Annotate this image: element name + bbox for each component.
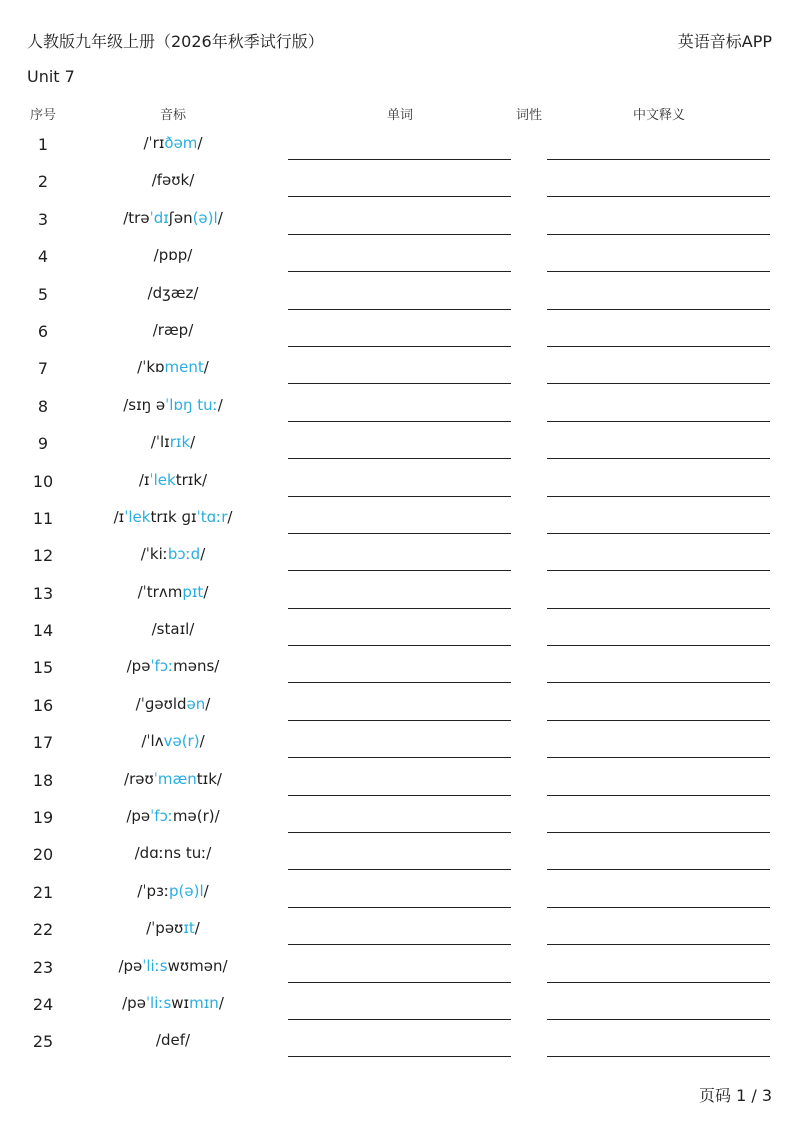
phonetic-segment: /ˈpəʊ	[146, 919, 184, 938]
phonetic-transcription	[80, 134, 266, 152]
phonetic-highlight: ˈmæn	[153, 769, 197, 788]
meaning-answer-line	[547, 795, 770, 796]
meaning-answer-line	[547, 645, 770, 646]
phonetic-segment: /staɪl/	[151, 620, 195, 639]
word-answer-line	[288, 907, 511, 908]
phonetic-segment: /def/	[155, 1031, 191, 1050]
phonetic-highlight: p(ə)l	[169, 881, 204, 900]
table-row	[0, 1023, 800, 1060]
table-row	[0, 238, 800, 275]
word-answer-line	[288, 570, 511, 571]
row-number: 25	[32, 1032, 54, 1052]
meaning-answer-line	[547, 720, 770, 721]
table-row	[0, 575, 800, 612]
phonetic-segment: wɪ	[171, 993, 190, 1012]
row-number: 16	[32, 695, 54, 715]
phonetic-transcription	[80, 994, 266, 1012]
word-answer-line	[288, 383, 511, 384]
table-row	[0, 388, 800, 425]
table-row	[0, 687, 800, 724]
word-answer-line	[288, 832, 511, 833]
meaning-answer-line	[547, 682, 770, 683]
phonetic-highlight: ðəm	[164, 134, 198, 152]
phonetic-transcription	[80, 844, 266, 862]
meaning-answer-line	[547, 159, 770, 160]
meaning-answer-line	[547, 757, 770, 758]
table-row	[0, 313, 800, 350]
phonetic-transcription	[80, 508, 266, 526]
phonetic-highlight: ɪt	[183, 919, 195, 938]
phonetic-transcription	[80, 620, 266, 638]
phonetic-transcription	[80, 807, 266, 825]
row-number: 24	[32, 994, 54, 1014]
table-row	[0, 350, 800, 387]
phonetic-transcription	[80, 471, 266, 489]
table-row	[0, 276, 800, 313]
word-answer-line	[288, 309, 511, 310]
table-row	[0, 836, 800, 873]
word-answer-line	[288, 1056, 511, 1057]
phonetic-highlight: ˈtɑːr	[196, 507, 228, 526]
table-row	[0, 163, 800, 200]
meaning-answer-line	[547, 496, 770, 497]
word-answer-line	[288, 608, 511, 609]
phonetic-segment: /	[200, 545, 206, 564]
phonetic-segment: /ɪ	[113, 507, 125, 526]
phonetic-segment: /ˈpɜː	[137, 881, 170, 900]
row-number: 14	[32, 621, 54, 641]
row-number: 3	[37, 209, 49, 229]
phonetic-highlight: ˈlek	[124, 507, 151, 526]
table-row	[0, 500, 800, 537]
phonetic-highlight: ˈlek	[149, 470, 176, 489]
word-answer-line	[288, 271, 511, 272]
phonetic-segment: /	[203, 881, 209, 900]
phonetic-segment: /ræp/	[152, 320, 194, 339]
phonetic-transcription	[80, 209, 266, 227]
phonetic-transcription	[80, 583, 266, 601]
phonetic-segment: /dʒæz/	[147, 283, 199, 302]
meaning-answer-line	[547, 982, 770, 983]
word-answer-line	[288, 645, 511, 646]
meaning-answer-line	[547, 869, 770, 870]
phonetic-highlight: pɪt	[182, 582, 204, 601]
table-row	[0, 201, 800, 238]
table-row	[0, 463, 800, 500]
phonetic-highlight: mɪn	[189, 993, 219, 1012]
table-row	[0, 911, 800, 948]
phonetic-segment: /	[203, 582, 209, 601]
meaning-answer-line	[547, 458, 770, 459]
phonetic-transcription	[80, 545, 266, 563]
phonetic-segment: /ˈkɒ	[137, 358, 165, 377]
phonetic-highlight: və(r)	[163, 732, 200, 751]
vocabulary-list	[0, 126, 800, 1061]
word-answer-line	[288, 458, 511, 459]
row-number: 6	[37, 321, 49, 341]
phonetic-segment: /	[197, 134, 203, 152]
meaning-answer-line	[547, 907, 770, 908]
phonetic-segment: ʃən	[168, 208, 193, 227]
phonetic-segment: /pɒp/	[153, 246, 193, 265]
word-answer-line	[288, 234, 511, 235]
table-row	[0, 724, 800, 761]
word-answer-line	[288, 869, 511, 870]
app-name: 英语音标APP	[677, 32, 772, 51]
word-answer-line	[288, 944, 511, 945]
phonetic-transcription	[80, 919, 266, 937]
table-row	[0, 874, 800, 911]
row-number: 22	[32, 920, 54, 940]
phonetic-transcription	[80, 695, 266, 713]
row-number: 19	[32, 808, 54, 828]
row-number: 17	[32, 733, 54, 753]
table-row	[0, 612, 800, 649]
phonetic-highlight: ˈliːs	[145, 993, 172, 1012]
unit-label: Unit 7	[27, 67, 75, 86]
row-number: 2	[37, 172, 49, 192]
phonetic-transcription	[80, 657, 266, 675]
meaning-answer-line	[547, 944, 770, 945]
phonetic-segment: /pə	[126, 657, 151, 676]
phonetic-segment: /ˈrɪ	[143, 134, 165, 152]
column-header-number: 序号	[30, 108, 57, 123]
row-number: 10	[32, 471, 54, 491]
phonetic-segment: /ˈɡəʊld	[135, 694, 187, 713]
phonetic-segment: /	[190, 433, 196, 452]
row-number: 11	[32, 508, 54, 528]
row-number: 13	[32, 583, 54, 603]
phonetic-segment: trɪk ɡɪ	[150, 507, 197, 526]
phonetic-segment: /pə	[118, 956, 143, 975]
phonetic-segment: /	[203, 358, 209, 377]
meaning-answer-line	[547, 196, 770, 197]
meaning-answer-line	[547, 234, 770, 235]
row-number: 15	[32, 658, 54, 678]
row-number: 1	[37, 135, 49, 154]
word-answer-line	[288, 982, 511, 983]
meaning-answer-line	[547, 309, 770, 310]
word-answer-line	[288, 720, 511, 721]
phonetic-segment: /sɪŋ ə	[123, 395, 166, 414]
table-row	[0, 649, 800, 686]
word-answer-line	[288, 533, 511, 534]
phonetic-transcription	[80, 396, 266, 414]
row-number: 12	[32, 546, 54, 566]
row-number: 8	[37, 396, 49, 416]
phonetic-segment: /	[205, 694, 211, 713]
table-row	[0, 762, 800, 799]
meaning-answer-line	[547, 421, 770, 422]
phonetic-highlight: ment	[164, 358, 204, 377]
table-row	[0, 425, 800, 462]
phonetic-segment: /	[194, 919, 200, 938]
meaning-answer-line	[547, 1019, 770, 1020]
column-header-word: 单词	[387, 108, 414, 123]
phonetic-segment: /rəʊ	[124, 769, 154, 788]
phonetic-highlight: bɔːd	[167, 545, 201, 564]
phonetic-highlight: ˈlɒŋ tuː	[165, 395, 218, 414]
table-row	[0, 126, 800, 163]
word-answer-line	[288, 757, 511, 758]
meaning-answer-line	[547, 608, 770, 609]
page-number: 页码 1 / 3	[698, 1086, 772, 1105]
phonetic-transcription	[80, 284, 266, 302]
phonetic-segment: wʊmən/	[167, 956, 228, 975]
word-answer-line	[288, 421, 511, 422]
phonetic-highlight: rɪk	[169, 433, 191, 452]
word-answer-line	[288, 196, 511, 197]
phonetic-segment: /	[199, 732, 205, 751]
phonetic-transcription	[80, 171, 266, 189]
phonetic-segment: /	[217, 208, 223, 227]
phonetic-transcription	[80, 882, 266, 900]
word-answer-line	[288, 159, 511, 160]
row-number: 5	[37, 284, 49, 304]
document-title: 人教版九年级上册（2026年秋季试行版）	[27, 32, 324, 51]
phonetic-transcription	[80, 321, 266, 339]
row-number: 7	[37, 359, 49, 379]
phonetic-segment: məns/	[173, 657, 220, 676]
word-answer-line	[288, 682, 511, 683]
phonetic-transcription	[80, 732, 266, 750]
meaning-answer-line	[547, 570, 770, 571]
word-answer-line	[288, 795, 511, 796]
phonetic-transcription	[80, 358, 266, 376]
phonetic-transcription	[80, 957, 266, 975]
word-answer-line	[288, 1019, 511, 1020]
phonetic-segment: /fəʊk/	[151, 171, 195, 190]
phonetic-segment: /pə	[126, 807, 151, 826]
meaning-answer-line	[547, 832, 770, 833]
phonetic-segment: tɪk/	[196, 769, 222, 788]
table-row	[0, 537, 800, 574]
phonetic-highlight: ˈfɔː	[150, 657, 174, 676]
column-header-chinese-meaning: 中文释义	[633, 108, 686, 123]
phonetic-transcription	[80, 246, 266, 264]
phonetic-transcription	[80, 770, 266, 788]
phonetic-transcription	[80, 433, 266, 451]
meaning-answer-line	[547, 1056, 770, 1057]
row-number: 9	[37, 434, 49, 454]
meaning-answer-line	[547, 271, 770, 272]
meaning-answer-line	[547, 383, 770, 384]
table-row	[0, 799, 800, 836]
row-number: 4	[37, 247, 49, 267]
meaning-answer-line	[547, 346, 770, 347]
phonetic-highlight: ən	[186, 694, 206, 713]
row-number: 18	[32, 770, 54, 790]
phonetic-segment: mə(r)/	[172, 807, 220, 826]
phonetic-transcription	[80, 1031, 266, 1049]
phonetic-segment: /dɑːns tuː/	[134, 844, 212, 863]
word-answer-line	[288, 346, 511, 347]
row-number: 23	[32, 957, 54, 977]
phonetic-segment: /trə	[123, 208, 150, 227]
phonetic-highlight: ˈfɔː	[150, 807, 173, 826]
row-number: 21	[32, 882, 54, 902]
table-row	[0, 949, 800, 986]
phonetic-highlight: ˈliːs	[142, 956, 168, 975]
phonetic-segment: /ˈtrʌm	[137, 582, 183, 601]
phonetic-segment: trɪk/	[175, 470, 208, 489]
row-number: 20	[32, 845, 54, 865]
phonetic-segment: /ˈkiː	[140, 545, 168, 564]
meaning-answer-line	[547, 533, 770, 534]
phonetic-segment: /ˈlʌ	[141, 732, 164, 751]
column-header-part-of-speech: 词性	[516, 108, 543, 123]
word-answer-line	[288, 496, 511, 497]
phonetic-segment: /	[217, 395, 223, 414]
phonetic-segment: /	[227, 507, 233, 526]
phonetic-segment: /ˈlɪ	[150, 433, 170, 452]
phonetic-highlight: ˈdɪ	[149, 208, 169, 227]
phonetic-segment: /pə	[122, 993, 146, 1012]
phonetic-segment: /ɪ	[138, 470, 150, 489]
column-header-phonetic: 音标	[160, 108, 187, 123]
phonetic-highlight: (ə)l	[192, 208, 218, 227]
phonetic-segment: /	[218, 993, 224, 1012]
table-row	[0, 986, 800, 1023]
